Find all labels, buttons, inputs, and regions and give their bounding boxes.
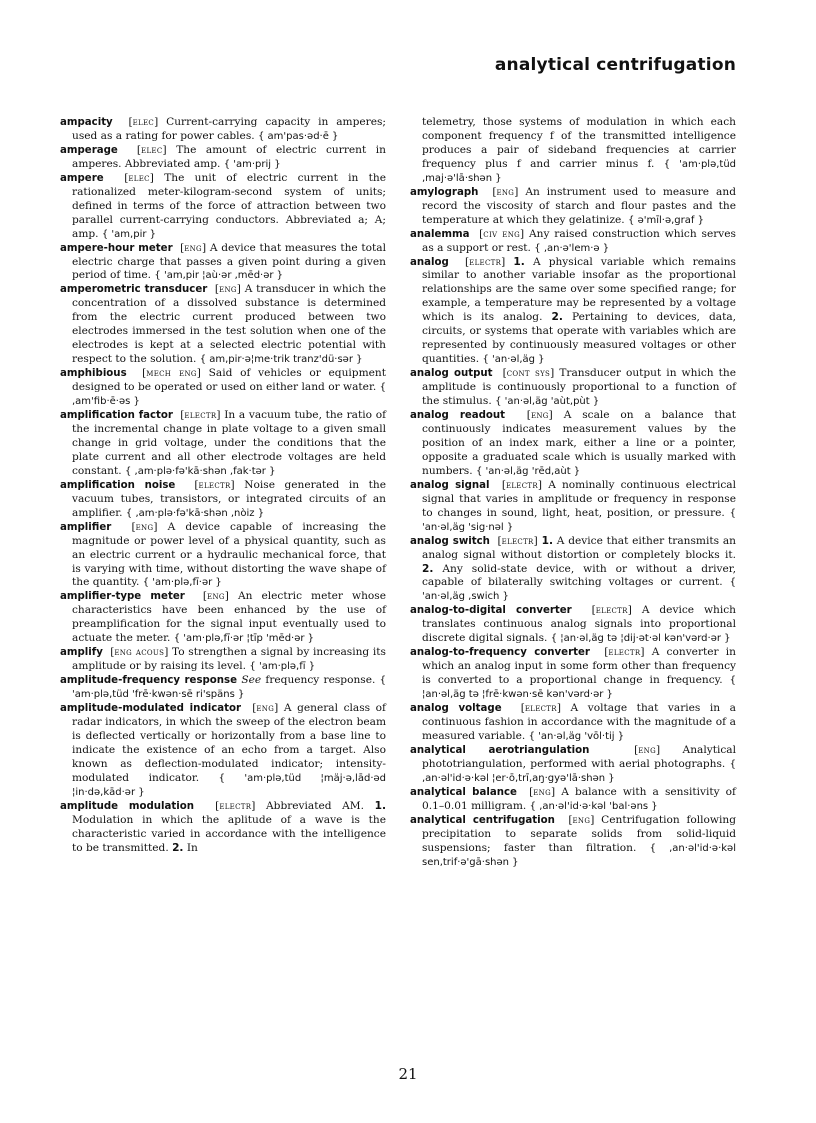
subject-field: civ eng <box>483 228 521 240</box>
dictionary-entry: amylograph [eng] An instrument used to measure and record the viscosity of starch and flour pastes and the temperature at which they gelatinize. { ə'mīl·ə,graf } <box>410 185 736 226</box>
pronunciation: { ,am·plə·fə'kā·shən ,fak·tər } <box>124 465 276 477</box>
headword: analog-to-digital converter <box>410 605 572 617</box>
dictionary-entry: analog [electr] 1. A physical variable which remains similar to another variable insofar as the proportional relationships are the same over some specified range; for example, a temperature may be represented by a voltage which is its analog. 2. Pertaining to devices, data, circuits, or systems that operate with variables which are represented by continuously measured voltages or other quantities. { 'an·əl,äg } <box>410 255 737 366</box>
subject-field: eng <box>572 814 591 826</box>
see-reference-label: See <box>241 674 262 687</box>
subject-field: eng <box>184 242 202 254</box>
pronunciation: { ,an·ə'lem·ə } <box>534 242 610 254</box>
pronunciation: { ,am'fib·ē·əs } <box>72 382 386 408</box>
headword: amplifier-type meter <box>60 591 185 603</box>
subject-field: electr <box>219 800 252 812</box>
dictionary-entry: analog switch [electr] 1. A device that either transmits an analog signal without distortion or completely blocks it. 2. Any solid-state device, with or without a driver, capable of bilaterally switching voltages or current. { 'an·əl,äg ,swich } <box>410 534 736 603</box>
dictionary-entry: amplifier-type meter [eng] An electric meter whose characteristics have been enhanced by the use of preamplification for the signal input eventually used to actuate the meter. { 'am·plə,fī·ər ¦tīp 'mēd·ər } <box>60 590 386 645</box>
headword: analemma <box>410 228 470 240</box>
headword: analytical aerotriangulation <box>410 744 590 756</box>
pronunciation: { 'an·əl,äg 'aùt,pùt } <box>495 396 600 408</box>
headword: analog output <box>410 368 493 380</box>
pronunciation: { ,am·plə·fə'kā·shən ,nòiz } <box>125 507 265 519</box>
pronunciation: { 'am·plə,tüd 'frē·kwən·sē ri'späns } <box>72 675 387 701</box>
dictionary-entry: analog voltage [electr] A voltage that varies in a continuous fashion in accordance with the magnitude of a measured variable. { 'an·əl,äg 'vōl·tij } <box>410 702 736 742</box>
dictionary-entry: ampacity [elec] Current-carrying capacity in amperes; used as a rating for power cables. { am'pas·əd·ē } <box>60 116 386 142</box>
definition: Centrifugation following precipitation to separate solids from solid-liquid suspensions; faster than filtration. <box>422 813 736 854</box>
pronunciation: { ¦an·əl,äg tə ¦dij·ət·əl kən'vərd·ər } <box>550 633 731 645</box>
definition: Abbreviated AM. <box>266 799 365 812</box>
definition: A transducer in which the concentration of a dissolved substance is determined from the electric current produced between two electrodes immersed in the test solution when one of the electrodes is kept at a selected electric potential with respect to the solution. <box>72 283 386 366</box>
pronunciation: { 'am,pir ¦aù·ər ,mēd·ər } <box>154 270 284 282</box>
headword: analog-to-frequency converter <box>410 647 590 659</box>
headword: amplification noise <box>60 479 176 491</box>
subject-field: mech eng <box>146 368 197 380</box>
pronunciation: { 'am·plə,fī·ər } <box>142 577 222 589</box>
definition: A physical variable which remains similar to another variable insofar as the proportional relationships are the same over some specified range; for example, a temperature may be represented by a voltage which is its analog. <box>422 255 736 324</box>
definition: A device which translates continuous analog signals into proportional discrete digital signals. <box>422 604 737 645</box>
sense-number: 2. <box>172 841 184 854</box>
right-column <box>410 116 736 869</box>
definition: A nominally continuous electrical signal that varies in amplitude or frequency in response to changes in sound, light, heat, position, or pressure. <box>422 478 736 519</box>
definition-continued: In <box>186 841 198 854</box>
headword: analytical balance <box>410 786 517 798</box>
definition-sense: Any solid-state device, with or without a driver, capable of bilaterally switching voltages or current. <box>422 562 736 589</box>
subject-field: elec <box>128 172 150 184</box>
definition: A device that measures the total electric charge that passes a given point during a given period of time. <box>72 241 386 282</box>
subject-field: electr <box>524 703 557 715</box>
definition: A converter in which an analog input in some form other than frequency is converted to a proportional change in frequency. <box>422 646 736 687</box>
sense-number: 1. <box>374 799 387 812</box>
subject-field: eng <box>135 521 154 533</box>
dictionary-entry: analog-to-frequency converter [electr] A converter in which an analog input in some form other than frequency is converted to a proportional change in frequency. { ¦an·əl,äg tə ¦frē·kwən·sē kən'vərd·ər } <box>410 646 736 701</box>
left-column <box>60 116 386 856</box>
sense-number: 2. <box>551 311 563 324</box>
subject-field: eng <box>638 744 656 756</box>
headword: ampacity <box>60 117 113 128</box>
page-number: 21 <box>398 1065 418 1083</box>
headword: amplitude-modulated indicator <box>60 703 242 715</box>
definition: In a vacuum tube, the ratio of the incremental change in plate voltage to a given small change in grid voltage, under the conditions that the plate current and all other electrode voltages are held constant. <box>72 409 386 477</box>
dictionary-entry: amplification factor [electr] In a vacuum tube, the ratio of the incremental change in plate voltage to a given small change in grid voltage, under the conditions that the plate current and all other electrode voltages are held constant. { ,am·plə·fə'kā·shən ,fak·tər } <box>60 409 386 477</box>
pronunciation: { ,an·əl'id·ə·kəl sen,trif·ə'gā·shən } <box>422 842 736 868</box>
subject-field: electr <box>608 647 641 659</box>
pronunciation: { 'an·əl,äg 'rēd,aùt } <box>476 465 581 477</box>
subject-field: electr <box>469 256 502 268</box>
headword: amperometric transducer <box>60 284 208 296</box>
dictionary-entry: analytical balance [eng] A balance with a sensitivity of 0.1–0.01 milligram. { ,an·əl'id·ə·kəl 'bal·əns } <box>410 785 736 812</box>
pronunciation: { 'am·plə,fī·ər ¦tīp 'mēd·ər } <box>173 633 315 645</box>
pronunciation: { 'an·əl,äg ,swich } <box>422 577 736 603</box>
dictionary-entry: analytical aerotriangulation [eng] Analytical phototriangulation, performed with aerial photographs. { ,an·əl'id·ə·kəl ¦er·ō,trī,aŋ·gyə'lā·shən } <box>410 743 736 784</box>
pronunciation: { am'pas·əd·ē } <box>258 130 339 142</box>
definition: A device that either transmits an analog signal without distortion or completely blocks it. <box>422 534 736 561</box>
headword: analog signal <box>410 479 490 491</box>
pronunciation: { 'an·əl,äg } <box>482 354 545 366</box>
sense-number: 2. <box>422 562 434 575</box>
definition-continued: telemetry, those systems of modulation in which each component frequency f of the transmitted intelligence produces a pair of sideband frequencies at carrier frequency plus f and carrier minus f. <box>422 116 736 170</box>
headword: amperage <box>60 144 118 156</box>
dictionary-entry: amperometric transducer [eng] A transducer in which the concentration of a dissolved substance is determined from the electric current produced between two electrodes immersed in the test solution when one of the electrodes is kept at a selected electric potential with respect to the solution. { am,pir·ə¦me·trik tranz'dü·sər } <box>60 283 386 366</box>
definition: A device capable of increasing the magnitude or power level of a physical quantity, such as an electric current or a hydraulic mechanical force, that is varying with time, without distorting the wave shape of the quantity. <box>72 520 386 589</box>
sense-number: 1. <box>541 534 553 547</box>
subject-field: electr <box>184 410 217 422</box>
headword: analog readout <box>410 410 506 422</box>
dictionary-entry: analog readout [eng] A scale on a balance that continuously indicates measurement values by the position of an index mark, either a line or a pointer, opposite a graduated scale which is usually marked with numbers. { 'an·əl,äg 'rēd,aùt } <box>410 409 736 477</box>
headword: ampere-hour meter <box>60 242 173 254</box>
definition: Current-carrying capacity in amperes; used as a rating for power cables. <box>72 116 386 142</box>
definition: Said of vehicles or equipment designed to be operated or used on either land or water. <box>72 367 386 394</box>
subject-field: eng <box>207 591 225 603</box>
pronunciation: { ə'mīl·ə,graf } <box>628 214 704 226</box>
definition: The amount of electric current in amperes. Abbreviated amp. <box>72 143 386 170</box>
headword: amplify <box>60 647 103 659</box>
subject-field: electr <box>501 535 534 547</box>
definition: A voltage that varies in a continuous fashion in accordance with the magnitude of a measured variable. <box>422 702 736 742</box>
dictionary-entry: analemma [civ eng] Any raised construction which serves as a support or rest. { ,an·ə'lem·ə } <box>410 227 736 254</box>
headword: amphibious <box>60 368 127 380</box>
subject-field: eng <box>496 186 515 198</box>
subject-field: elec <box>141 144 163 156</box>
dictionary-entry: analog signal [electr] A nominally continuous electrical signal that varies in amplitude or frequency in response to changes in sound, light, heat, position, or pressure. { 'an·əl,äg 'sig·nəl } <box>410 478 736 533</box>
definition: An instrument used to measure and record the viscosity of starch and flour pastes and the temperature at which they gelatinize. <box>422 185 736 226</box>
subject-field: eng <box>256 703 275 715</box>
headword: amplitude-frequency response <box>60 675 238 687</box>
pronunciation: { 'am·prij } <box>223 158 281 170</box>
dictionary-entry: ampere [elec] The unit of electric current in the rationalized meter-kilogram-second system of units; defined in terms of the force of attraction between two parallel current-carrying conductors. Abbreviated a; A; amp. { 'am,pir } <box>60 171 386 240</box>
headword: amplification factor <box>60 410 173 422</box>
definition-sense: Modulation in which the aplitude of a wave is the characteristic varied in accordance with the intelligence to be transmitted. <box>72 813 386 854</box>
subject-field: eng <box>533 786 551 798</box>
headword: analog voltage <box>410 703 502 715</box>
headword: amplifier <box>60 521 112 533</box>
subject-field: cont sys <box>506 368 551 380</box>
definition: Transducer output in which the amplitude is continuously proportional to a function of the stimulus. <box>422 367 736 408</box>
dictionary-entry: amperage [elec] The amount of electric current in amperes. Abbreviated amp. { 'am·prij } <box>60 143 386 170</box>
headword: ampere <box>60 172 104 184</box>
subject-field: electr <box>595 605 628 617</box>
dictionary-entry: amplify [eng acous] To strengthen a signal by increasing its amplitude or by raising its level. { 'am·plə,fī } <box>60 646 386 673</box>
dictionary-entry: amplifier [eng] A device capable of increasing the magnitude or power level of a physical quantity, such as an electric current or a hydraulic mechanical force, that is varying with time, without distorting the wave shape of the quantity. { 'am·plə,fī·ər } <box>60 520 386 589</box>
subject-field: electr <box>198 479 231 491</box>
pronunciation: { 'am,pir } <box>101 228 157 240</box>
dictionary-entry: amplification noise [electr] Noise generated in the vacuum tubes, transistors, or integrated circuits of an amplifier. { ,am·plə·fə'kā·shən ,nòiz } <box>60 478 386 519</box>
definition: A general class of radar indicators, in which the sweep of the electron beam is deflected vertically or horizontally from a base line to indicate the existence of an echo from a target. Also known as deflection-modulated indicator; intensity-modulated indicator. <box>72 702 386 784</box>
dictionary-entry: analog output [cont sys] Transducer output in which the amplitude is continuously proportional to a function of the stimulus. { 'an·əl,äg 'aùt,pùt } <box>410 367 736 408</box>
subject-field: elec <box>132 117 155 128</box>
headword: amylograph <box>410 186 479 198</box>
definition: A scale on a balance that continuously indicates measurement values by the position of an index mark, either a line or a pointer, opposite a graduated scale which is usually marked with numbers. <box>422 409 736 477</box>
headword: amplitude modulation <box>60 800 194 812</box>
pronunciation: { am,pir·ə¦me·trik tranz'dü·sər } <box>199 354 363 366</box>
pronunciation: { 'an·əl,äg 'vōl·tij } <box>528 730 625 742</box>
subject-field: eng <box>219 284 237 296</box>
headword: analog switch <box>410 535 490 547</box>
dictionary-entry: ampere-hour meter [eng] A device that measures the total electric charge that passes a given point during a given period of time. { 'am,pir ¦aù·ər ,mēd·ər } <box>60 241 386 282</box>
dictionary-entry-continuation <box>410 116 736 186</box>
dictionary-entry: amplitude-modulated indicator [eng] A general class of radar indicators, in which the sweep of the electron beam is deflected vertically or horizontally from a base line to indicate the existence of an echo from a target. Also known as deflection-modulated indicator; intensity-modulated indicator. { 'am·plə,tüd ¦mäj·ə,lād·əd ¦in·də,kād·ər } <box>60 702 386 798</box>
pronunciation: { 'am·plə,tüd ,maj·ə'lā·shən } <box>422 158 737 184</box>
definition-sense: Pertaining to devices, data, circuits, or systems that operate with variables which are represented by continuously measured voltages or other quantities. <box>422 311 737 366</box>
definition: Noise generated in the vacuum tubes, transistors, or integrated circuits of an amplifier. <box>72 478 386 519</box>
subject-field: eng acous <box>114 647 165 659</box>
definition: Analytical phototriangulation, performed with aerial photographs. <box>422 743 736 770</box>
definition: A balance with a sensitivity of 0.1–0.01 milligram. <box>422 785 736 812</box>
definition: frequency response. <box>265 674 376 687</box>
dictionary-entry: analog-to-digital converter [electr] A device which translates continuous analog signals into proportional discrete digital signals. { ¦an·əl,äg tə ¦dij·ət·əl kən'vərd·ər } <box>410 604 737 645</box>
pronunciation: { 'an·əl,äg 'sig·nəl } <box>422 507 736 533</box>
pronunciation: { ,an·əl'id·ə·kəl ¦er·ō,trī,aŋ·gyə'lā·shən } <box>422 758 736 784</box>
running-head: analytical centrifugation <box>494 55 736 75</box>
pronunciation: { 'am·plə,tüd ¦mäj·ə,lād·əd ¦in·də,kād·ər } <box>72 772 386 798</box>
pronunciation: { ¦an·əl,äg tə ¦frē·kwən·sē kən'vərd·ər } <box>422 675 736 701</box>
dictionary-entry <box>60 674 386 702</box>
pronunciation: { ,an·əl'id·ə·kəl 'bal·əns } <box>529 800 658 812</box>
headword: analytical centrifugation <box>410 814 555 826</box>
pronunciation: { 'am·plə,fī } <box>249 661 316 673</box>
dictionary-entry: amplitude modulation [electr] Abbreviated AM. 1. Modulation in which the aplitude of a wave is the characteristic varied in accordance with the intelligence to be transmitted. 2. In <box>60 799 387 854</box>
sense-number: 1. <box>513 255 525 268</box>
definition: To strengthen a signal by increasing its amplitude or by raising its level. <box>72 646 386 673</box>
headword: analog <box>410 256 449 268</box>
definition: An electric meter whose characteristics have been enhanced by the use of preamplification for the signal input eventually used to actuate the meter. <box>72 590 386 645</box>
dictionary-entry: amphibious [mech eng] Said of vehicles or equipment designed to be operated or used on either land or water. { ,am'fib·ē·əs } <box>60 367 386 408</box>
subject-field: eng <box>530 410 549 422</box>
definition: Any raised construction which serves as a support or rest. <box>422 227 736 254</box>
subject-field: electr <box>505 479 538 491</box>
dictionary-entry: analytical centrifugation [eng] Centrifugation following precipitation to separate solids from solid-liquid suspensions; faster than filtration. { ,an·əl'id·ə·kəl sen,trif·ə'gā·shən } <box>410 813 736 868</box>
definition: The unit of electric current in the rationalized meter-kilogram-second system of units; defined in terms of the force of attraction between two parallel current-carrying conductors. Abbreviated a; A; amp. <box>72 171 386 240</box>
